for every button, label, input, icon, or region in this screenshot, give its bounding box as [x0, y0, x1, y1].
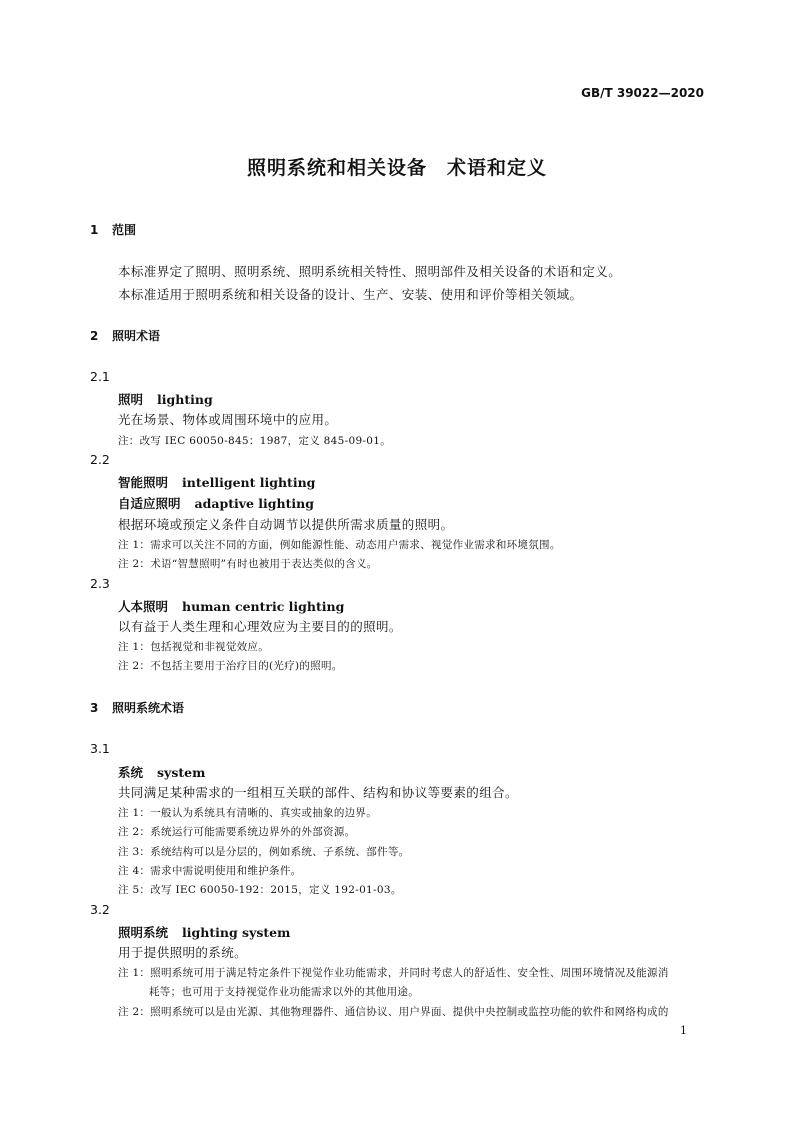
term-zh: 照明系统 [118, 925, 169, 940]
term-zh: 智能照明 [118, 475, 169, 490]
definition: 以有益于人类生理和心理效应为主要目的的照明。 [118, 619, 402, 634]
note: 注 1：包括视觉和非视觉效应。 [118, 641, 270, 653]
note: 注 4：需求中需说明使用和维护条件。 [118, 865, 302, 877]
section-number: 3 [90, 701, 99, 715]
term-en: system [157, 765, 206, 780]
entry-number: 3.2 [90, 902, 110, 917]
term [118, 494, 314, 512]
note: 注 1：需求可以关注不同的方面，例如能源性能、动态用户需求、视觉作业需求和环境氛围。 [118, 539, 561, 551]
definition: 光在场景、物体或周围环境中的应用。 [118, 412, 338, 427]
entry-number: 3.1 [90, 741, 110, 756]
section-number: 1 [90, 223, 99, 237]
term [118, 597, 344, 615]
term-zh: 照明 [118, 392, 144, 407]
page-number: 1 [680, 1024, 687, 1037]
term [118, 923, 290, 941]
definition: 根据环境或预定义条件自动调节以提供所需求质量的照明。 [118, 517, 454, 532]
section-title: 照明术语 [112, 329, 161, 343]
section-title: 照明系统术语 [112, 701, 185, 715]
entry-number: 2.2 [90, 452, 110, 467]
definition: 用于提供照明的系统。 [118, 945, 248, 960]
note: 注 2：术语“智慧照明”有时也被用于表达类似的含义。 [118, 558, 378, 570]
term-en: intelligent lighting [182, 475, 316, 490]
term [118, 390, 213, 408]
note: 注 2：不包括主要用于治疗目的(光疗)的照明。 [118, 660, 343, 672]
entry-number: 2.3 [90, 576, 110, 591]
term-zh: 自适应照明 [118, 496, 181, 511]
section-1-heading [90, 221, 136, 238]
entry-number: 2.1 [90, 369, 110, 384]
term [118, 763, 205, 781]
term-zh: 系统 [118, 765, 144, 780]
definition: 共同满足某种需求的一组相互关联的部件、结构和协议等要素的组合。 [118, 785, 518, 800]
standard-number: GB/T 39022—2020 [581, 86, 704, 100]
note: 注 3：系统结构可以是分层的，例如系统、子系统、部件等。 [118, 846, 410, 858]
term-en: lighting system [182, 925, 291, 940]
section-3-heading [90, 699, 184, 716]
note-continuation: 耗等；也可用于支持视觉作业功能需求以外的其他用途。 [149, 986, 419, 998]
note: 注 1：一般认为系统具有清晰的、真实或抽象的边界。 [118, 807, 378, 819]
term-en: adaptive lighting [194, 496, 314, 511]
section-number: 2 [90, 329, 99, 343]
note: 注 2：照明系统可以是由光源、其他物理器件、通信协议、用户界面、提供中央控制或监控功能的软件和网络构成的 [118, 1006, 669, 1018]
note: 注 1：照明系统可用于满足特定条件下视觉作业功能需求，并同时考虑人的舒适性、安全性、周围环境情况及能源消 [118, 967, 669, 979]
note: 注 2：系统运行可能需要系统边界外的外部资源。 [118, 826, 356, 838]
term-en: human centric lighting [182, 599, 345, 614]
document-title: 照明系统和相关设备 术语和定义 [246, 157, 547, 179]
note: 注：改写 IEC 60050-845：1987，定义 845-09-01。 [118, 435, 392, 447]
paragraph: 本标准界定了照明、照明系统、照明系统相关特性、照明部件及相关设备的术语和定义。 [118, 264, 622, 279]
term-en: lighting [157, 392, 213, 407]
term [118, 473, 315, 491]
section-2-heading [90, 327, 160, 344]
term-zh: 人本照明 [118, 599, 169, 614]
paragraph: 本标准适用于照明系统和相关设备的设计、生产、安装、使用和评价等相关领域。 [118, 287, 583, 302]
note: 注 5：改写 IEC 60050-192：2015，定义 192-01-03。 [118, 884, 402, 896]
section-title: 范围 [112, 223, 137, 237]
